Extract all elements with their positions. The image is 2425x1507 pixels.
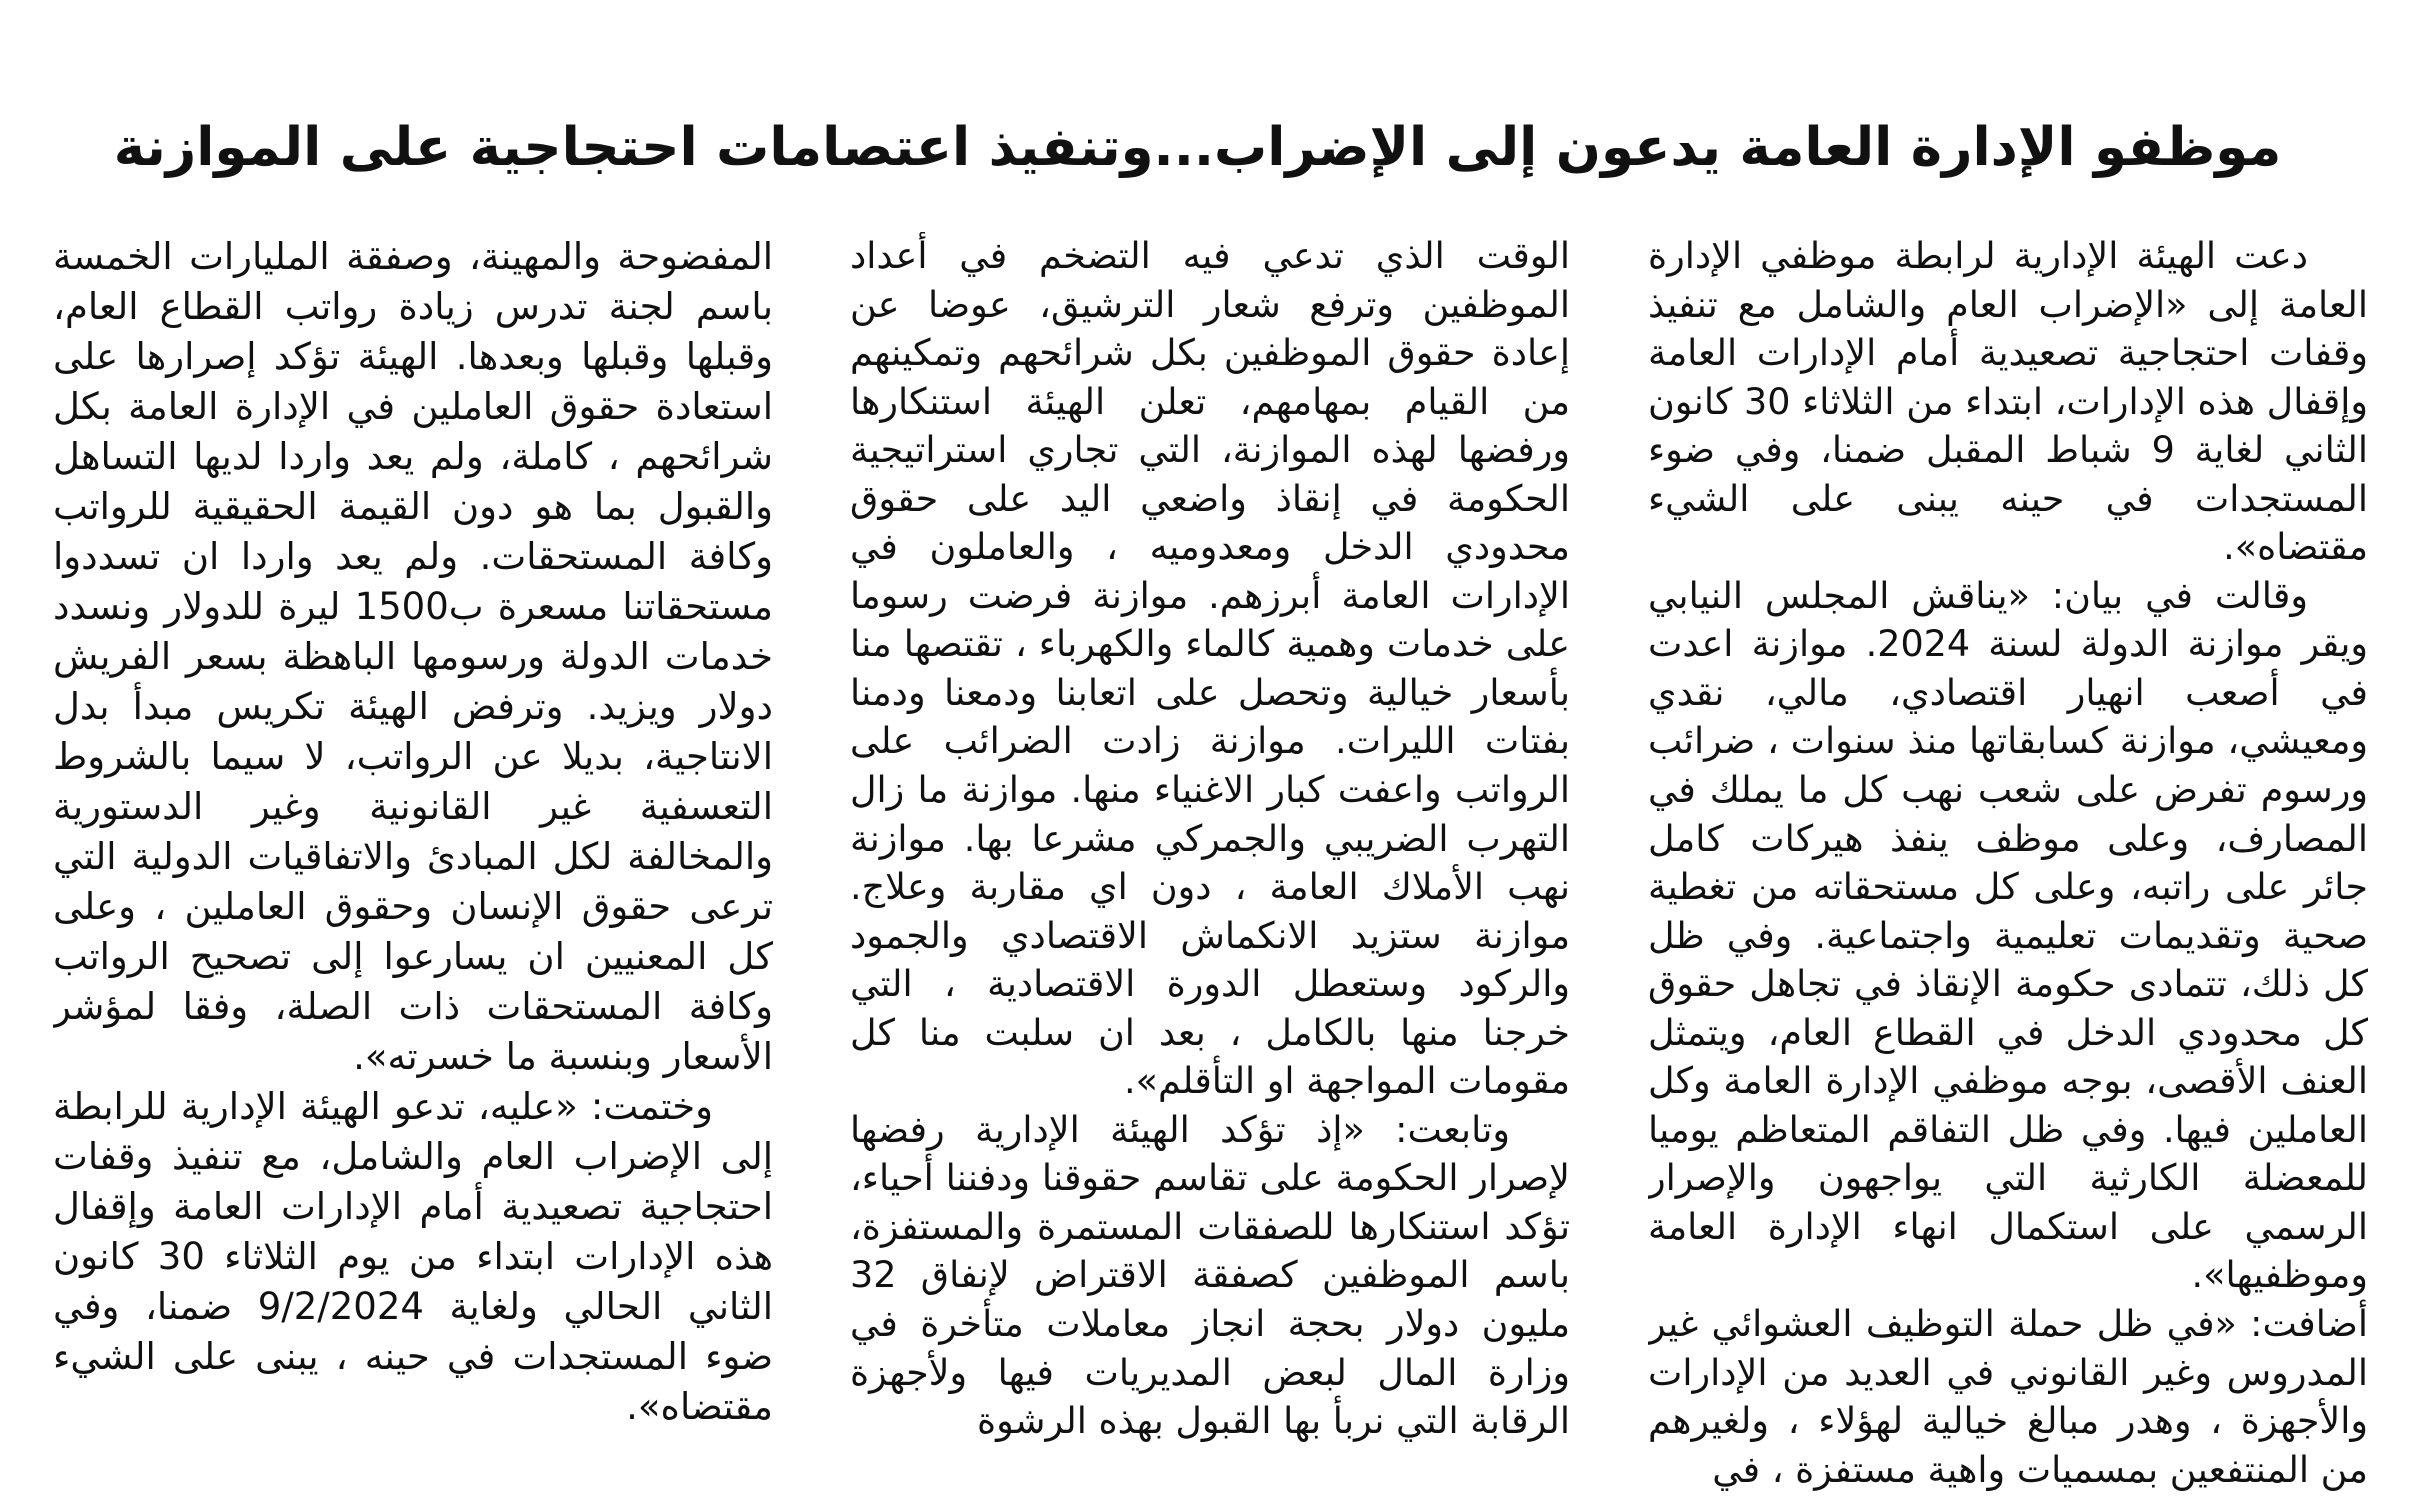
article-headline: موظفو الإدارة العامة يدعون إلى الإضراب...وتنفيذ اعتصامات احتجاجية على الموازنة	[113, 116, 2282, 178]
paragraph: الوقت الذي تدعي فيه التضخم في أعداد الموظفين وترفع شعار الترشيق، عوضا عن إعادة حقوق الموظفين بكل شرائحهم وتمكينهم من القيام بمهامهم، تعلن الهيئة استنكارها ورفضها لهذه الموازنة، التي تجاري استراتيجية الحكومة في إنقاذ واضعي اليد على حقوق محدودي الدخل ومعدوميه ، والعاملون في الإدارات العامة أبرزهم. موازنة فرضت رسوما على خدمات وهمية كالماء والكهرباء ، تقتصها منا بأسعار خيالية وتحصل على اتعابنا ودمعنا ودمنا بفتات الليرات. موازنة زادت الضرائب على الرواتب واعفت كبار الاغنياء منها. موازنة ما زال التهرب الضريبي والجمركي مشرعا بها. موازنة نهب الأملاك العامة ، دون اي مقاربة وعلاج. موازنة ستزيد الانكماش الاقتصادي والجمود والركود وستعطل الدورة الاقتصادية ، التي خرجنا منها بالكامل ، بعد ان سلبت منا كل مقومات المواجهة او التأقلم».	[850, 234, 1570, 1103]
paragraph: أضافت: «في ظل حملة التوظيف العشوائي غير المدروس وغير القانوني في العديد من الإدارات والأجهزة ، وهدر مبالغ خيالية لهؤلاء ، ولغيرهم من المنتفعين بمسميات واهية مستفزة ، في	[1648, 1302, 2368, 1491]
paragraph: المفضوحة والمهينة، وصفقة المليارات الخمسة باسم لجنة تدرس زيادة رواتب القطاع العام، وقبلها وقبلها وبعدها. الهيئة تؤكد إصرارها على استعادة حقوق العاملين في الإدارة العامة بكل شرائحهم ، كاملة، ولم يعد واردا لديها التساهل والقبول بما هو دون القيمة الحقيقية للرواتب وكافة المستحقات. ولم يعد واردا ان تسددوا مستحقاتنا مسعرة ب1500 ليرة للدولار ونسدد خدمات الدولة ورسومها الباهظة بسعر الفريش دولار ويزيد. وترفض الهيئة تكريس مبدأ بدل الانتاجية، بديلا عن الرواتب، لا سيما بالشروط التعسفية غير القانونية وغير الدستورية والمخالفة لكل المبادئ والاتفاقيات الدولية التي ترعى حقوق الإنسان وحقوق العاملين ، وعلى كل المعنيين ان يسارعوا إلى تصحيح الرواتب وكافة المستحقات ذات الصلة، وفقا لمؤشر الأسعار وبنسبة ما خسرته».	[53, 235, 773, 1078]
paragraph: وقالت في بيان: «يناقش المجلس النيابي ويقر موازنة الدولة لسنة 2024. موازنة اعدت في أصعب انهيار اقتصادي، مالي، نقدي ومعيشي، موازنة كسابقاتها منذ سنوات ، ضرائب ورسوم تفرض على شعب نهب كل ما يملك في المصارف، وعلى موظف ينفذ هيركات كامل جائر على راتبه، وعلى كل مستحقاته من تغطية صحية وتقديمات تعليمية واجتماعية. وفي ظل كل ذلك، تتمادى حكومة الإنقاذ في تجاهل حقوق كل محدودي الدخل في القطاع العام، ويتمثل العنف الأقصى، بوجه موظفي الإدارة العامة وكل العاملين فيها. وفي ظل التفاقم المتعاظم يوميا للمعضلة الكارثية التي يواجهون والإصرار الرسمي على استكمال انهاء الإدارة العامة وموظفيها».	[1648, 573, 2368, 1297]
paragraph: دعت الهيئة الإدارية لرابطة موظفي الإدارة العامة إلى «الإضراب العام والشامل مع تنفيذ وقفات احتجاجية تصعيدية أمام الإدارات العامة وإقفال هذه الإدارات، ابتداء من الثلاثاء 30 كانون الثاني لغاية 9 شباط المقبل ضمنا، وفي ضوء المستجدات في حينه يبنى على الشيء مقتضاه».	[1648, 234, 2368, 569]
article-column-middle	[850, 232, 1570, 1494]
paragraph: وتابعت: «إذ تؤكد الهيئة الإدارية رفضها لإصرار الحكومة على تقاسم حقوقنا ودفننا أحياء، تؤكد استنكارها للصفقات المستمرة والمستفزة، باسم الموظفين كصفقة الاقتراض لإنفاق 32 مليون دولار بحجة انجاز معاملات متأخرة في وزارة المال لبعض المديريات فيها ولأجهزة الرقابة التي نربأ بها القبول بهذه الرشوة	[850, 1107, 1570, 1443]
article-column-left	[53, 232, 773, 1494]
paragraph: وختمت: «عليه، تدعو الهيئة الإدارية للرابطة إلى الإضراب العام والشامل، مع تنفيذ وقفات احتجاجية تصعيدية أمام الإدارات العامة وإقفال هذه الإدارات ابتداء من يوم الثلاثاء 30 كانون الثاني الحالي ولغاية 9/2/2024 ضمنا، وفي ضوء المستجدات في حينه ، يبنى على الشيء مقتضاه».	[53, 1085, 773, 1428]
article-column-right	[1648, 232, 2368, 1494]
